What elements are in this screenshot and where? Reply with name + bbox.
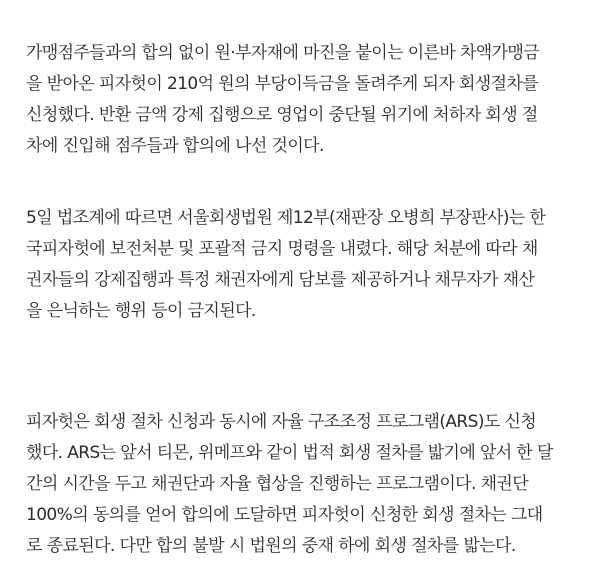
text-line: 을 받아온 피자헛이 210억 원의 부당이득금을 돌려주게 되자 회생절차를 [26,74,539,94]
paragraph-ars-program [26,407,582,562]
text-line: 차에 진입해 점주들과 합의에 나선 것이다. [26,136,324,156]
text-line: 을 은닉하는 행위 등이 금지된다. [26,301,256,321]
text-line: 했다. ARS는 앞서 티몬, 위메프와 같이 법적 회생 절차를 밟기에 앞서 한 달 [26,443,553,463]
paragraph-spacer [26,162,582,203]
text-line: 간의 시간을 두고 채권단과 자율 협상을 진행하는 프로그램이다. 채권단 [26,474,529,494]
text-line: 100%의 동의를 얻어 합의에 도달하면 피자헛이 신청한 회생 절차는 그대 [26,505,543,525]
paragraph-rehabilitation-filing [26,38,582,162]
text-line: 피자헛은 회생 절차 신청과 동시에 자율 구조조정 프로그램(ARS)도 신청 [26,412,537,432]
text-line: 로 종료된다. 다만 합의 불발 시 법원의 중재 하에 회생 절차를 밟는다. [26,536,516,556]
text-line: 신청했다. 반환 금액 강제 집행으로 영업이 중단될 위기에 처하자 회생 절 [26,105,538,125]
article-body [26,38,582,562]
paragraph-court-order [26,203,582,327]
text-line: 5일 법조계에 따르면 서울회생법원 제12부(재판장 오병희 부장판사)는 한 [26,208,546,228]
text-line: 권자들의 강제집행과 특정 채권자에게 담보를 제공하거나 채무자가 재산 [26,270,535,290]
text-line: 가맹점주들과의 합의 없이 원·부자재에 마진을 붙이는 이른바 차액가맹금 [26,43,540,63]
paragraph-spacer [26,327,582,407]
text-line: 국피자헛에 보전처분 및 포괄적 금지 명령을 내렸다. 해당 처분에 따라 채 [26,239,538,259]
